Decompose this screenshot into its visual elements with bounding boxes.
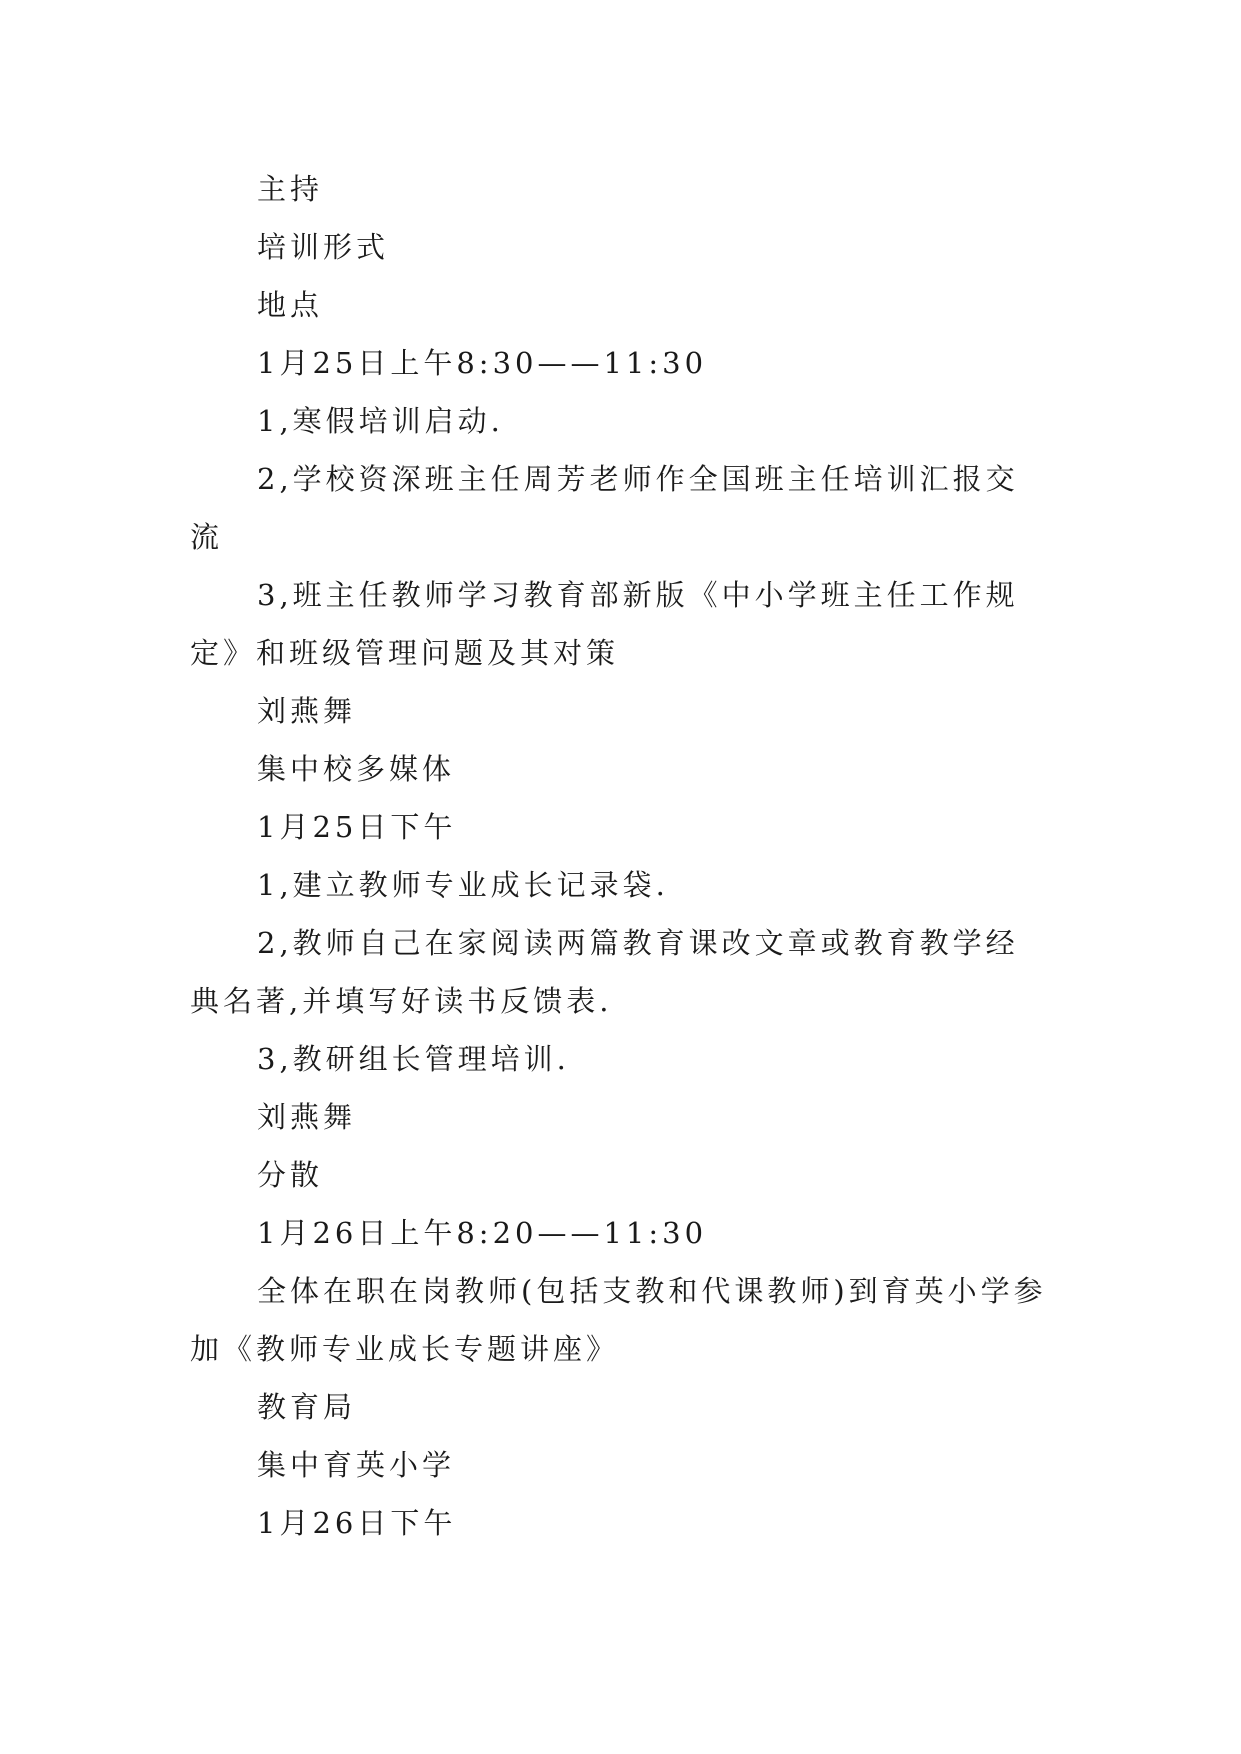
paragraph-item: 1,建立教师专业成长记录袋. bbox=[257, 868, 669, 902]
paragraph-host-name: 刘燕舞 bbox=[257, 1100, 357, 1134]
paragraph-venue: 集中校多媒体 bbox=[257, 752, 456, 786]
document-body bbox=[190, 160, 1050, 1552]
paragraph-date-jan26-afternoon: 1月26日下午 bbox=[257, 1506, 457, 1540]
paragraph-host-label: 主持 bbox=[257, 172, 324, 206]
paragraph-host-name: 刘燕舞 bbox=[257, 694, 357, 728]
paragraph-item: 3,班主任教师学习教育部新版《中小学班主任工作规定》和班级管理问题及其对策 bbox=[190, 578, 1019, 670]
paragraph-location-label: 地点 bbox=[257, 288, 324, 322]
paragraph-item: 2,学校资深班主任周芳老师作全国班主任培训汇报交流 bbox=[190, 462, 1019, 554]
paragraph-date-jan26-morning: 1月26日上午8:20——11:30 bbox=[257, 1216, 708, 1250]
paragraph-date-jan25-afternoon: 1月25日下午 bbox=[257, 810, 457, 844]
paragraph-item: 2,教师自己在家阅读两篇教育课改文章或教育教学经典名著,并填写好读书反馈表. bbox=[190, 926, 1019, 1018]
paragraph-item: 全体在职在岗教师(包括支教和代课教师)到育英小学参加《教师专业成长专题讲座》 bbox=[190, 1274, 1047, 1366]
paragraph-item: 1,寒假培训启动. bbox=[257, 404, 504, 438]
paragraph-item: 3,教研组长管理培训. bbox=[257, 1042, 570, 1076]
paragraph-venue: 集中育英小学 bbox=[257, 1448, 456, 1482]
paragraph-training-format-label: 培训形式 bbox=[257, 230, 390, 264]
paragraph-host-name: 教育局 bbox=[257, 1390, 357, 1424]
paragraph-format: 分散 bbox=[257, 1158, 324, 1192]
paragraph-date-jan25-morning: 1月25日上午8:30——11:30 bbox=[257, 346, 708, 380]
